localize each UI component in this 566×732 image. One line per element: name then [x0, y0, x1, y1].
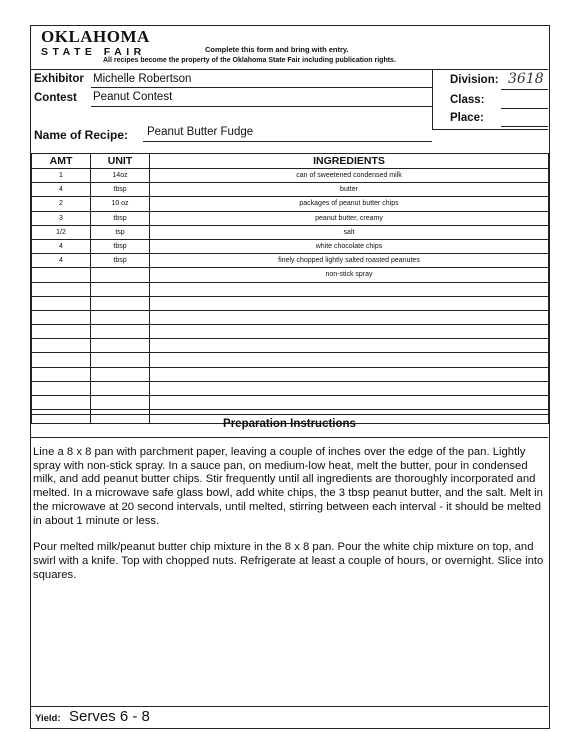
ingredient-unit[interactable]: tbsp: [91, 183, 150, 197]
recipe-form: [30, 25, 550, 729]
ingredient-row: [32, 183, 549, 197]
ingredient-amount[interactable]: 4: [32, 254, 91, 268]
ingredient-unit[interactable]: 10 oz: [91, 197, 150, 211]
division-underline: [501, 89, 548, 90]
ingredient-row: [32, 325, 549, 339]
division-box-border: [432, 69, 433, 129]
preparation-title: Preparation Instructions: [223, 418, 356, 430]
ingredient-amount[interactable]: 4: [32, 239, 91, 253]
ingredient-amount[interactable]: 1: [32, 169, 91, 183]
form-instruction: Complete this form and bring with entry.: [205, 45, 349, 54]
exhibitor-underline: [91, 87, 432, 88]
ingredient-row: [32, 396, 549, 410]
ingredient-name[interactable]: [150, 325, 549, 339]
ingredient-name[interactable]: [150, 282, 549, 296]
ingredient-name[interactable]: butter: [150, 183, 549, 197]
ingredient-amount[interactable]: [32, 367, 91, 381]
contest-underline: [91, 106, 432, 107]
ingredient-name[interactable]: [150, 381, 549, 395]
ingredient-unit[interactable]: [91, 396, 150, 410]
ingredient-name[interactable]: can of sweetened condensed milk: [150, 169, 549, 183]
ingredient-amount[interactable]: 1/2: [32, 225, 91, 239]
ingredient-row: [32, 381, 549, 395]
place-label: Place:: [450, 112, 484, 124]
ingredient-row: [32, 169, 549, 183]
contest-value[interactable]: Peanut Contest: [93, 91, 173, 103]
recipe-name-value[interactable]: Peanut Butter Fudge: [147, 126, 254, 138]
exhibitor-label: Exhibitor: [34, 73, 84, 85]
ingredient-amount[interactable]: [32, 396, 91, 410]
ingredient-amount[interactable]: 2: [32, 197, 91, 211]
prep-title-bottom-border: [31, 437, 548, 438]
ingredient-row: [32, 282, 549, 296]
ingredient-unit[interactable]: tsp: [91, 225, 150, 239]
ingredient-amount[interactable]: 3: [32, 211, 91, 225]
ingredient-amount[interactable]: [32, 381, 91, 395]
ingredient-name[interactable]: finely chopped lightly salted roasted peanutes: [150, 254, 549, 268]
recipe-name-label: Name of Recipe:: [34, 128, 129, 142]
place-underline: [501, 126, 548, 127]
ingredient-name[interactable]: non-stick spray: [150, 268, 549, 282]
ingredient-unit[interactable]: [91, 367, 150, 381]
ingredient-row: [32, 254, 549, 268]
ingredients-table: [31, 153, 549, 424]
ingredient-name[interactable]: [150, 396, 549, 410]
ingredient-amount[interactable]: [32, 339, 91, 353]
ingredient-row: [32, 239, 549, 253]
ingredient-unit[interactable]: tbsp: [91, 211, 150, 225]
division-value[interactable]: 3618: [508, 71, 544, 87]
ingredient-unit[interactable]: [91, 282, 150, 296]
ingredient-row: [32, 296, 549, 310]
preparation-paragraph: Pour melted milk/peanut butter chip mixture in the 8 x 8 pan. Pour the white chip mixture on top, and swirl with a knife. Top with chopped nuts. Refrigerate at least a couple of hours, or overnight. Slice into squares.: [33, 541, 544, 581]
ingredient-unit[interactable]: [91, 296, 150, 310]
ingredient-row: [32, 367, 549, 381]
contest-label: Contest: [34, 92, 77, 104]
preparation-instructions: [33, 446, 548, 595]
ingredient-row: [32, 339, 549, 353]
ingredient-unit[interactable]: 14oz: [91, 169, 150, 183]
ingredient-amount[interactable]: [32, 310, 91, 324]
ingredient-amount[interactable]: [32, 296, 91, 310]
class-underline: [501, 108, 548, 109]
yield-label: Yield:: [35, 713, 61, 724]
division-box-bottom: [432, 129, 548, 130]
ingredient-row: [32, 268, 549, 282]
ingredient-row: [32, 225, 549, 239]
state-fair-logo: [41, 28, 150, 59]
ingredient-row: [32, 197, 549, 211]
ingredient-name[interactable]: peanut butter, creamy: [150, 211, 549, 225]
yield-divider: [31, 706, 548, 707]
ingredient-unit[interactable]: [91, 325, 150, 339]
ingredient-name[interactable]: [150, 339, 549, 353]
ingredient-name[interactable]: white chocolate chips: [150, 239, 549, 253]
logo-line-2: STATE FAIR: [41, 46, 146, 58]
ingredient-name[interactable]: salt: [150, 225, 549, 239]
ingredient-unit[interactable]: tbsp: [91, 254, 150, 268]
ingredient-row: [32, 353, 549, 367]
ingredient-unit[interactable]: [91, 310, 150, 324]
ingredient-unit[interactable]: [91, 381, 150, 395]
ingredient-row: [32, 211, 549, 225]
ingredient-name[interactable]: [150, 353, 549, 367]
ingredient-amount[interactable]: [32, 282, 91, 296]
ingredient-unit[interactable]: [91, 268, 150, 282]
recipe-name-underline: [143, 141, 432, 142]
amt-header: AMT: [32, 154, 91, 169]
ingredient-name[interactable]: packages of peanut butter chips: [150, 197, 549, 211]
rights-notice: All recipes become the property of the Oklahoma State Fair including publication rights.: [103, 57, 396, 64]
ingredient-unit[interactable]: [91, 339, 150, 353]
ingredients-header-row: [32, 154, 549, 169]
logo-line-1: OKLAHOMA: [41, 27, 150, 46]
ingredient-name[interactable]: [150, 310, 549, 324]
ingredient-amount[interactable]: [32, 325, 91, 339]
yield-value[interactable]: Serves 6 - 8: [69, 708, 150, 725]
ingredient-unit[interactable]: tbsp: [91, 239, 150, 253]
exhibitor-value[interactable]: Michelle Robertson: [93, 73, 192, 85]
division-label: Division:: [450, 74, 499, 86]
unit-header: UNIT: [91, 154, 150, 169]
ingredient-unit[interactable]: [91, 353, 150, 367]
ingredient-amount[interactable]: 4: [32, 183, 91, 197]
ingredient-name[interactable]: [150, 367, 549, 381]
ingredient-amount[interactable]: [32, 353, 91, 367]
class-label: Class:: [450, 94, 485, 106]
ingredient-amount[interactable]: [32, 268, 91, 282]
ingredients-header: INGREDIENTS: [150, 154, 549, 169]
ingredient-name[interactable]: [150, 296, 549, 310]
ingredient-row: [32, 310, 549, 324]
preparation-paragraph: Line a 8 x 8 pan with parchment paper, leaving a couple of inches over the edge of the pan. Lightly spray with non-stick spray. In a sauce pan, on medium-low heat, melt the butter, pour in condensed milk, and add peanut butter chips. Stir frequently until all ingredients are thoroughly incorporated and melted. In a microwave safe glass bowl, add white chips, the 3 tbsp peanut butter, and the salt. Melt in the microwave at 20 second intervals, until melted, stirring between each interval - it should be melted in about 1 minute or less.: [33, 446, 543, 527]
header-divider: [31, 69, 548, 70]
prep-title-top-border: [31, 414, 548, 415]
